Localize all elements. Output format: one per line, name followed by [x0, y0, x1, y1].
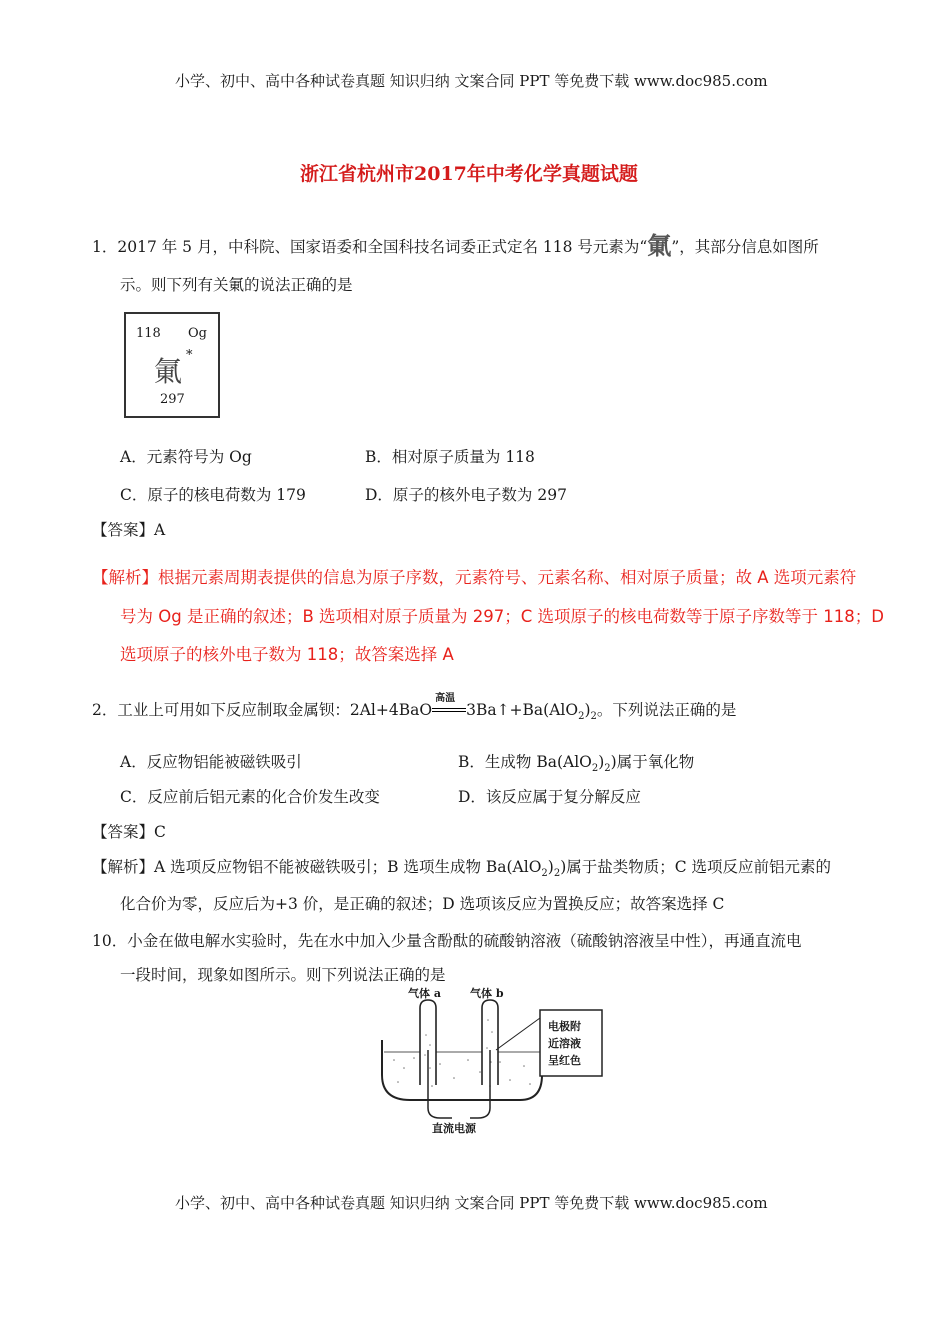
q1-line2: 示。则下列有关氭的说法正确的是: [120, 276, 353, 294]
gas-b-label: 气体 b: [470, 987, 504, 1000]
note-line3: 呈红色: [548, 1054, 581, 1067]
q2-stem: [92, 693, 737, 723]
q2-option-b: [458, 750, 694, 774]
q2-stem-post-c: 。下列说法正确的是: [596, 701, 737, 719]
q1-option-d: D．原子的核外电子数为 297: [365, 486, 567, 504]
q2-option-b-sub: 2: [591, 763, 599, 775]
gas-a-label: 气体 a: [408, 987, 441, 1000]
q2-option-b-post: )属于氧化物: [610, 753, 695, 771]
q1-option-b: B．相对原子质量为 118: [365, 448, 535, 466]
q1-option-c: C．原子的核电荷数为 179: [120, 486, 306, 504]
note-line2: 近溶液: [548, 1037, 581, 1050]
q10-line1: 10．小金在做电解水实验时，先在水中加入少量含酚酞的硫酸钠溶液（硫酸钠溶液呈中性），再通直流电: [92, 932, 802, 950]
element-mass: 297: [160, 392, 185, 407]
page-title: 浙江省杭州市2017年中考化学真题试题: [300, 163, 638, 185]
q10-line2: 一段时间，现象如图所示。则下列说法正确的是: [120, 966, 446, 984]
basin-outline: [382, 1040, 542, 1100]
water-texture: [393, 1057, 531, 1087]
page-header: 小学、初中、高中各种试卷真题 知识归纳 文案合同 PPT 等免费下载 www.doc985.com: [175, 72, 768, 90]
element-tile: [124, 312, 220, 418]
q1-analysis-line1: 【解析】根据元素周期表提供的信息为原子序数，元素符号、元素名称、相对原子质量；故 A 选项元素符: [92, 568, 857, 587]
q2-option-a: A．反应物铝能被磁铁吸引: [120, 753, 302, 771]
q1-line1: [92, 226, 819, 261]
q2-option-b-sub-2: 2: [604, 763, 611, 775]
q2-analysis1-mid: ): [547, 858, 554, 876]
q2-stem-post-a: 3Ba↑+Ba(AlO: [466, 701, 579, 719]
q1-answer: 【答案】A: [92, 521, 166, 539]
element-name: 氭: [154, 355, 183, 388]
q2-analysis1-sub: 2: [541, 868, 548, 880]
q2-condition: 高温: [435, 693, 456, 704]
power-label: 直流电源: [432, 1122, 476, 1135]
q1-element-char: 氭: [647, 231, 672, 260]
q2-stem-sub-2: 2: [590, 711, 597, 723]
q2-option-d: D．该反应属于复分解反应: [458, 788, 641, 806]
q2-analysis1-pre: 【解析】A 选项反应物铝不能被磁铁吸引；B 选项生成物 Ba(AlO: [92, 858, 542, 876]
q2-answer: 【答案】C: [92, 823, 166, 841]
q2-analysis-line1: [92, 855, 831, 879]
q2-stem-sub: 2: [578, 711, 585, 723]
q2-reaction-arrow: [432, 693, 466, 718]
q2-stem-pre: 2．工业上可用如下反应制取金属钡：2Al+4BaO: [92, 701, 433, 719]
q1-option-a: A．元素符号为 Og: [120, 448, 252, 466]
element-symbol: Og: [188, 326, 207, 341]
note-text: [548, 1018, 581, 1069]
element-number: 118: [136, 326, 161, 341]
q2-analysis-line2: 化合价为零，反应后为+3 价，是正确的叙述；D 选项该反应为置换反应；故答案选择 C: [120, 895, 725, 913]
electrolysis-figure: [370, 987, 620, 1140]
q1-analysis-line2: 号为 Og 是正确的叙述；B 选项相对原子质量为 297；C 选项原子的核电荷数等于原子序数等于 118；D: [120, 607, 884, 626]
note-line1: 电极附: [548, 1020, 581, 1033]
q2-analysis1-sub-2: 2: [553, 868, 561, 880]
page-footer: 小学、初中、高中各种试卷真题 知识归纳 文案合同 PPT 等免费下载 www.doc985.com: [175, 1194, 768, 1212]
q2-option-c: C．反应前后铝元素的化合价发生改变: [120, 788, 380, 806]
q2-stem-post-b: ): [584, 701, 591, 719]
electrolysis-diagram: [370, 990, 620, 1140]
q2-option-b-pre: B．生成物 Ba(AlO: [458, 753, 592, 771]
q1-line1-post: ”，其部分信息如图所: [671, 238, 819, 256]
element-mark: *: [186, 348, 193, 363]
q2-analysis1-post: )属于盐类物质；C 选项反应前铝元素的: [560, 858, 832, 876]
q1-line1-pre: 1．2017 年 5 月，中科院、国家语委和全国科技名词委正式定名 118 号元素为“: [92, 238, 648, 256]
q2-option-b-mid: ): [598, 753, 605, 771]
q1-analysis-line3: 选项原子的核外电子数为 118；故答案选择 A: [120, 645, 454, 664]
